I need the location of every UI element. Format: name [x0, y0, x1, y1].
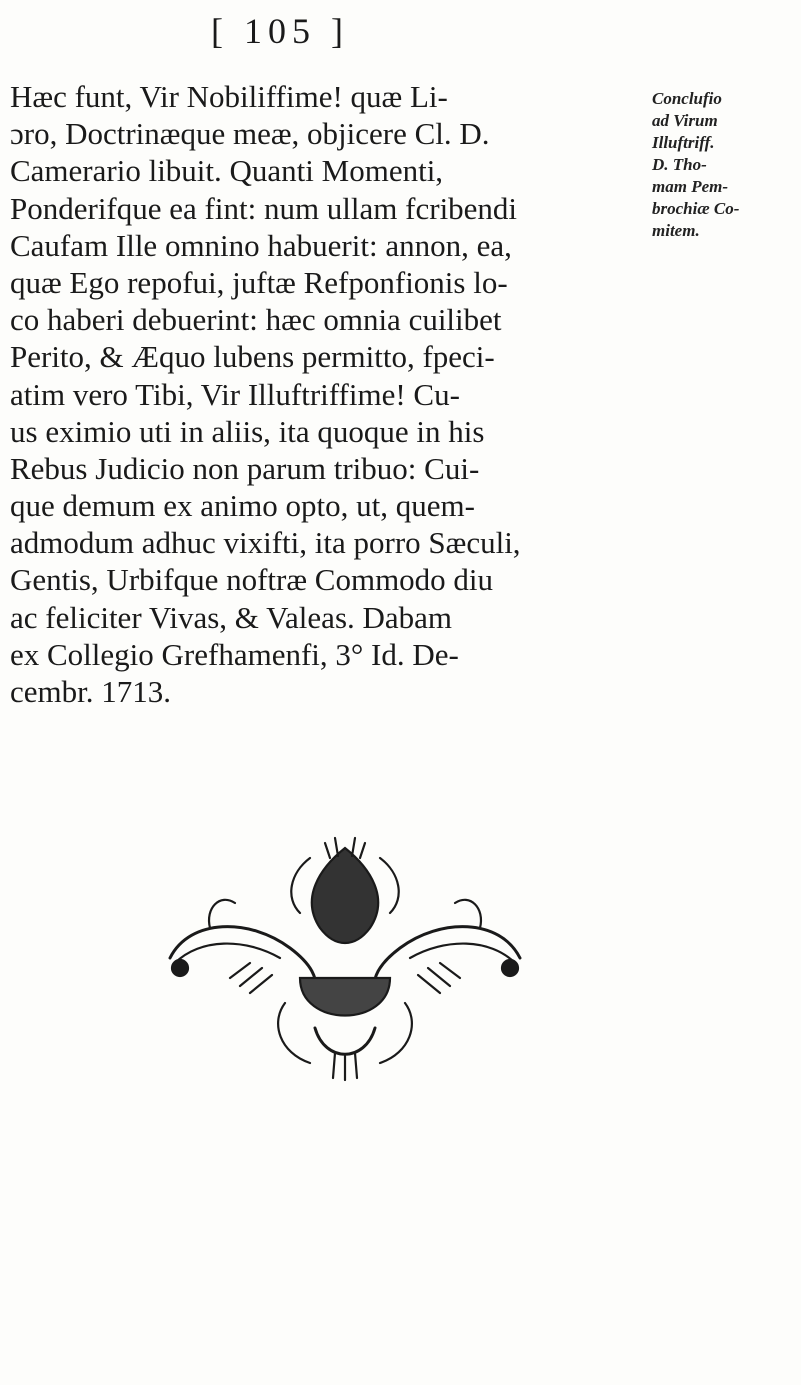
text-line: Caufam Ille omnino habuerit: annon, ea, — [10, 227, 512, 263]
text-line: Rebus Judicio non parum tribuo: Cui- — [10, 450, 480, 486]
margin-note-line: Conclufio — [652, 89, 722, 108]
text-line: ex Collegio Grefhamenfi, 3° Id. De- — [10, 636, 459, 672]
text-line: que demum ex animo opto, ut, quem- — [10, 488, 475, 524]
text-line: Gentis, Urbifque noftræ Commodo diu — [10, 562, 494, 598]
text-line: Perito, & Æquo lubens permitto, fpeci- — [10, 339, 495, 375]
text-line: ac feliciter Vivas, & Valeas. Dabam — [10, 599, 453, 635]
body-paragraph — [10, 78, 650, 710]
text-line: ɔro, Doctrinæque meæ, objicere Cl. D. — [10, 116, 490, 152]
margin-note-line: Illuftriff. — [652, 133, 715, 152]
text-line: admodum adhuc vixifti, ita porro Sæculi, — [10, 525, 521, 561]
text-line: Ponderifque ea fint: num ullam fcribendi — [10, 190, 518, 226]
margin-note-line: mam Pem- — [652, 177, 729, 196]
text-line: cembr. 1713. — [10, 674, 171, 709]
text-line: Hæc funt, Vir Nobiliffime! quæ Li- — [10, 79, 448, 114]
text-line: atim vero Tibi, Vir Illuftriffime! Cu- — [10, 376, 460, 412]
margin-note-line: D. Tho- — [652, 155, 707, 174]
margin-note-line: mitem. — [652, 221, 700, 240]
margin-note — [652, 88, 801, 242]
text-line: us eximio uti in aliis, ita quoque in his — [10, 413, 485, 449]
margin-note-line: ad Virum — [652, 111, 718, 130]
text-line: co haberi debuerint: hæc omnia cuilibet — [10, 302, 502, 338]
tailpiece-ornament-icon — [150, 828, 540, 1083]
text-line: Camerario libuit. Quanti Momenti, — [10, 153, 444, 189]
margin-note-line: brochiæ Co- — [652, 199, 740, 218]
page-number: [ 105 ] — [211, 11, 349, 51]
text-line: quæ Ego repofui, juftæ Refponfionis lo- — [10, 264, 508, 300]
